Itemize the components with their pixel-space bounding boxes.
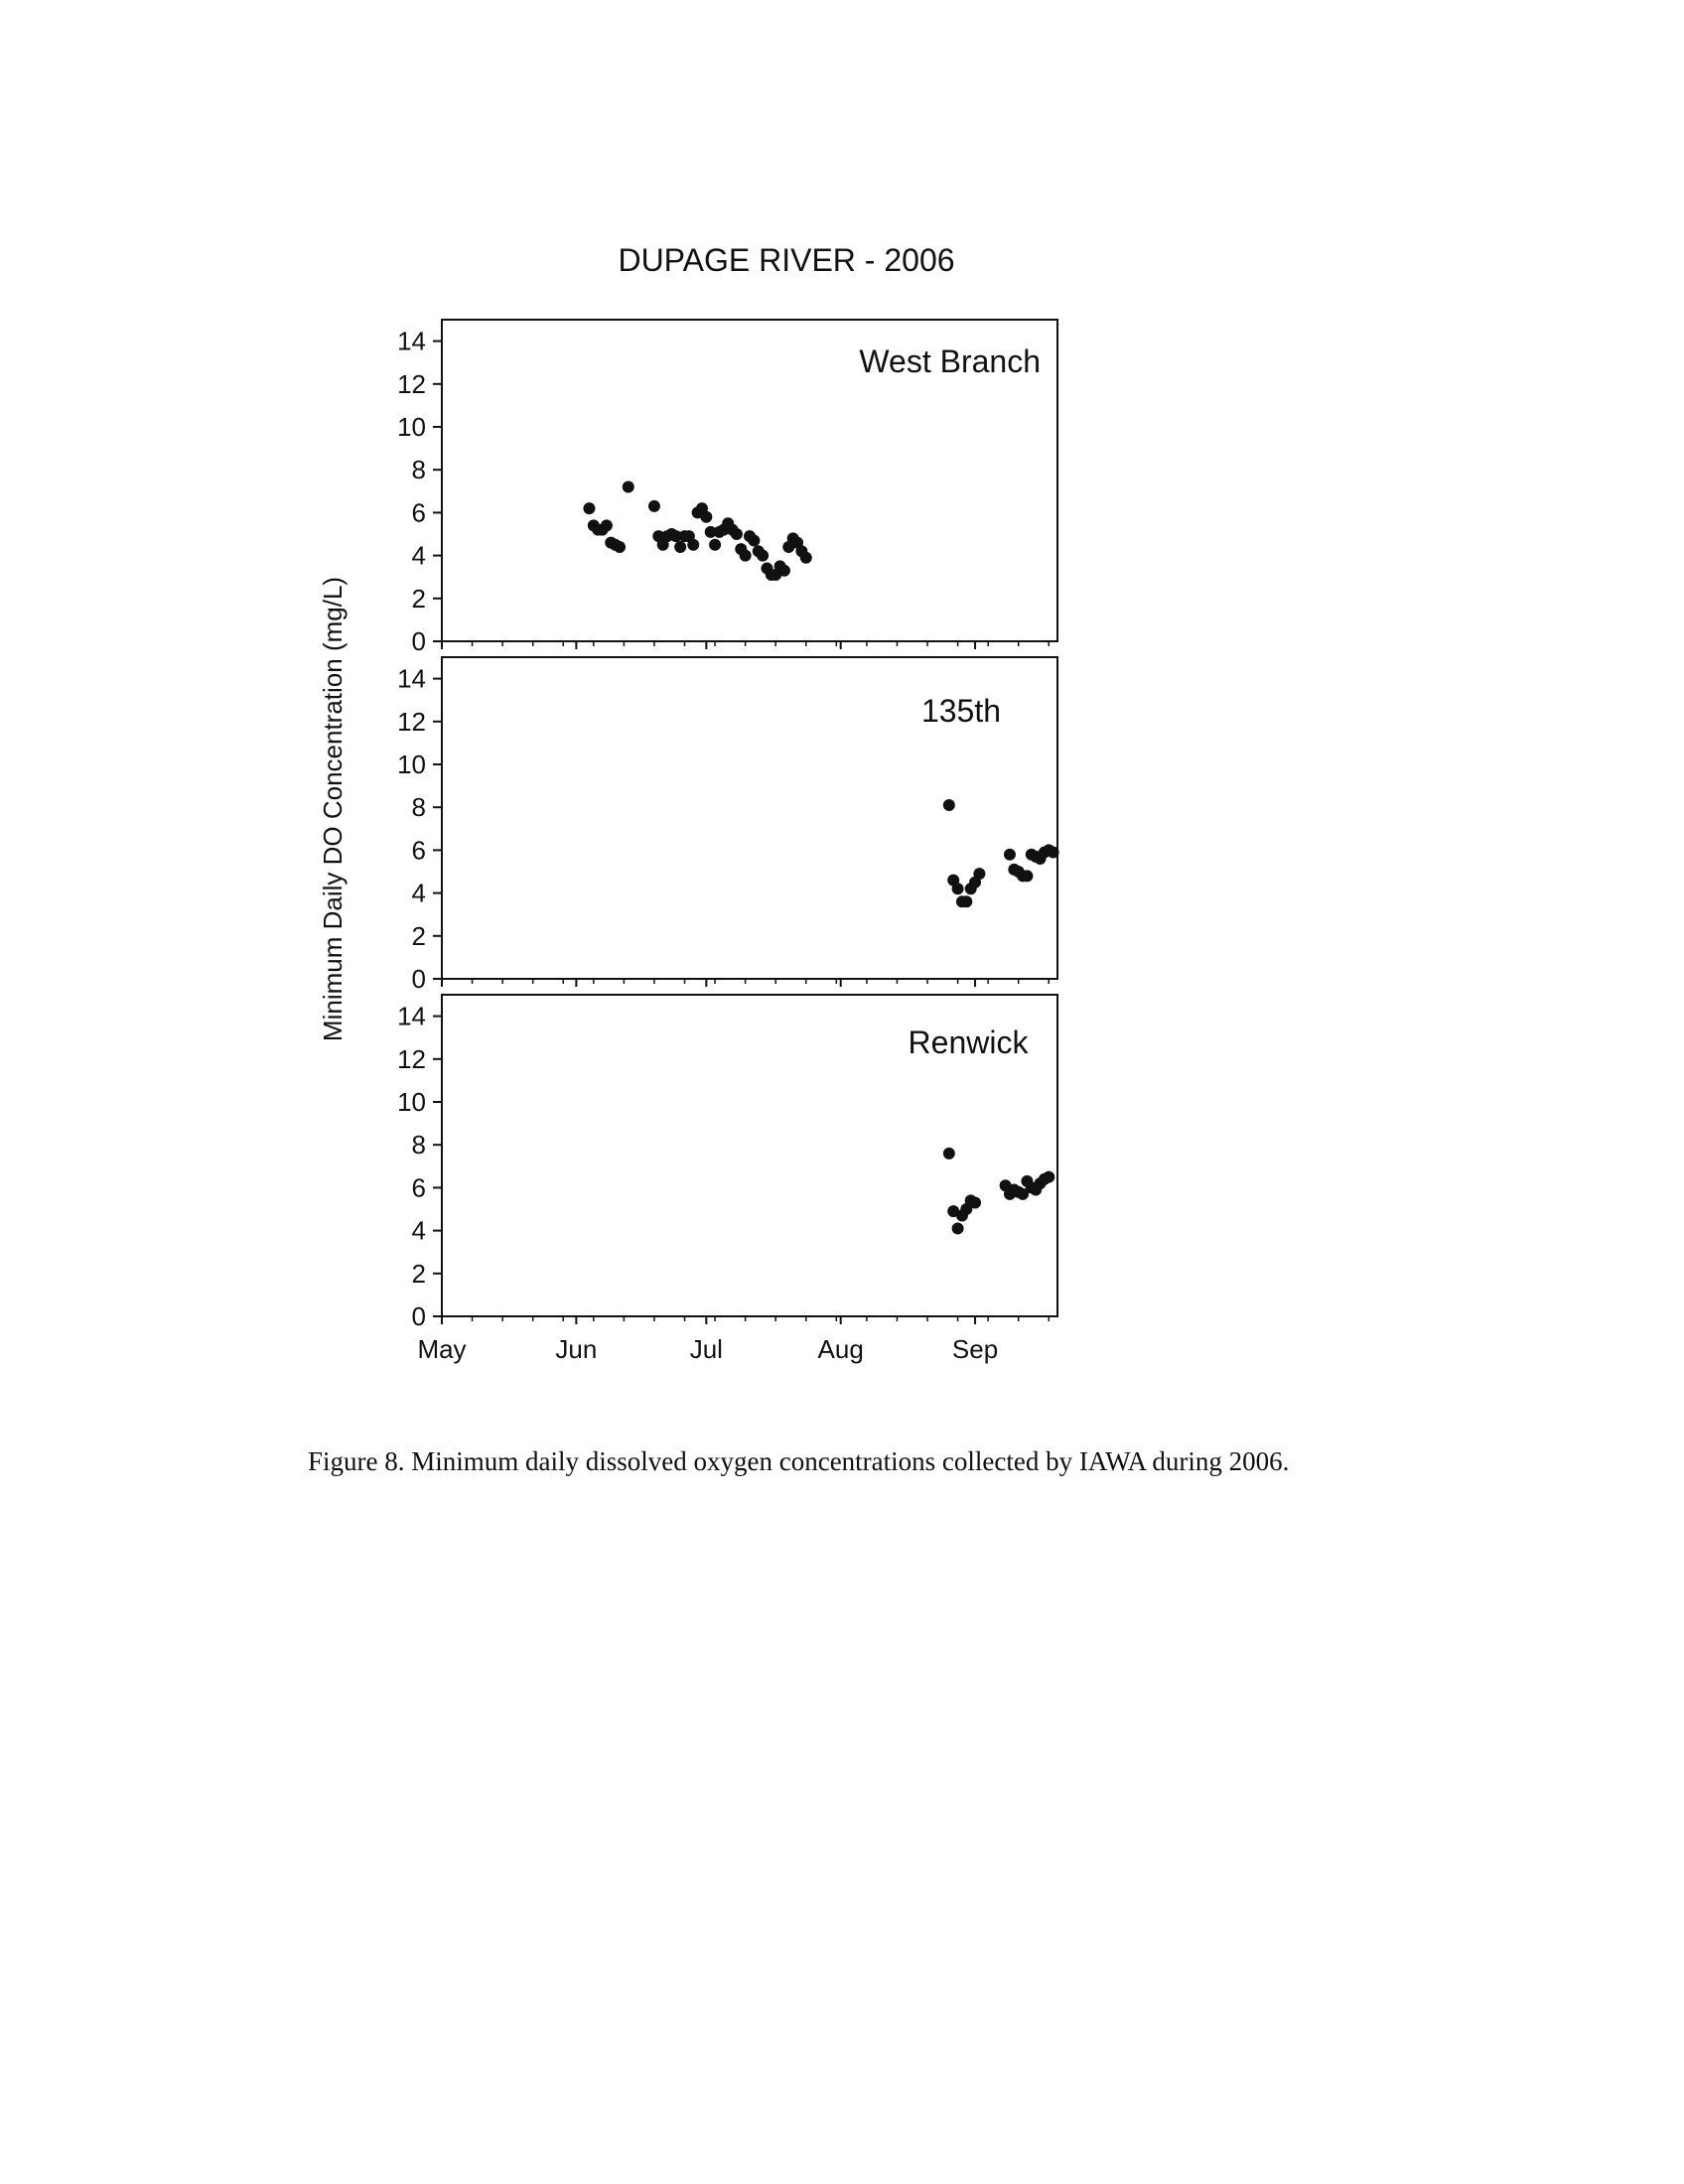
- data-point: [757, 550, 769, 562]
- data-point: [943, 799, 955, 811]
- y-tick-label: 14: [397, 663, 426, 694]
- y-axis-label: Minimum Daily DO Concentration (mg/L): [318, 576, 348, 1042]
- data-point: [623, 480, 634, 492]
- y-tick-label: 0: [411, 626, 426, 656]
- data-point: [1043, 1171, 1054, 1183]
- data-point: [601, 519, 613, 531]
- y-tick-label: 0: [411, 964, 426, 994]
- y-tick-label: 2: [411, 920, 426, 951]
- y-tick-label: 2: [411, 1258, 426, 1289]
- data-point: [614, 541, 626, 553]
- y-tick-label: 10: [397, 1087, 426, 1117]
- y-tick-label: 10: [397, 750, 426, 779]
- data-point: [969, 1197, 981, 1209]
- y-tick-label: 4: [411, 540, 426, 571]
- y-tick-label: 8: [411, 792, 426, 823]
- data-point: [943, 1148, 955, 1160]
- panel-label: 135th: [920, 693, 1002, 729]
- data-point: [960, 895, 972, 907]
- x-tick-label: Jul: [689, 1334, 723, 1364]
- y-tick-label: 12: [397, 706, 426, 737]
- y-tick-label: 6: [411, 497, 426, 528]
- data-point: [800, 552, 812, 564]
- panel-renwick: [397, 995, 1057, 1331]
- data-point: [973, 868, 985, 880]
- data-point: [731, 528, 743, 540]
- data-point: [740, 550, 752, 562]
- chart-title: DUPAGE RIVER - 2006: [618, 242, 955, 278]
- panel-135th: [397, 657, 1059, 994]
- figure-caption: Figure 8. Minimum daily dissolved oxygen concentrations collected by IAWA during 2006.: [308, 1446, 1290, 1476]
- data-point: [778, 565, 790, 577]
- y-tick-label: 8: [411, 455, 426, 485]
- panel-west-branch: [397, 320, 1057, 656]
- x-tick-label: Aug: [817, 1334, 864, 1364]
- panel-label: Renwick: [908, 1024, 1029, 1060]
- data-point: [687, 539, 699, 551]
- y-tick-label: 0: [411, 1301, 426, 1331]
- data-point: [709, 539, 721, 551]
- y-tick-label: 12: [397, 1043, 426, 1074]
- y-tick-label: 6: [411, 1172, 426, 1203]
- data-point: [748, 534, 760, 546]
- chart-panels: [397, 320, 1059, 1364]
- data-point: [1004, 849, 1016, 861]
- x-tick-label: Jun: [555, 1334, 598, 1364]
- data-point: [674, 541, 686, 553]
- y-tick-label: 6: [411, 835, 426, 866]
- y-tick-label: 4: [411, 878, 426, 908]
- panel-label: West Branch: [859, 343, 1041, 379]
- data-point: [1048, 847, 1059, 859]
- y-tick-label: 2: [411, 583, 426, 614]
- y-tick-label: 8: [411, 1130, 426, 1160]
- data-point: [648, 500, 660, 512]
- y-tick-label: 12: [397, 368, 426, 399]
- y-tick-label: 14: [397, 326, 426, 356]
- x-tick-label: Sep: [951, 1334, 999, 1364]
- y-tick-label: 14: [397, 1001, 426, 1031]
- y-tick-label: 4: [411, 1215, 426, 1246]
- data-point: [952, 883, 964, 894]
- y-tick-label: 10: [397, 412, 426, 442]
- data-point: [583, 502, 595, 514]
- data-point: [952, 1222, 964, 1234]
- x-tick-label: May: [417, 1334, 467, 1364]
- data-point: [700, 511, 712, 523]
- data-point: [1021, 870, 1033, 882]
